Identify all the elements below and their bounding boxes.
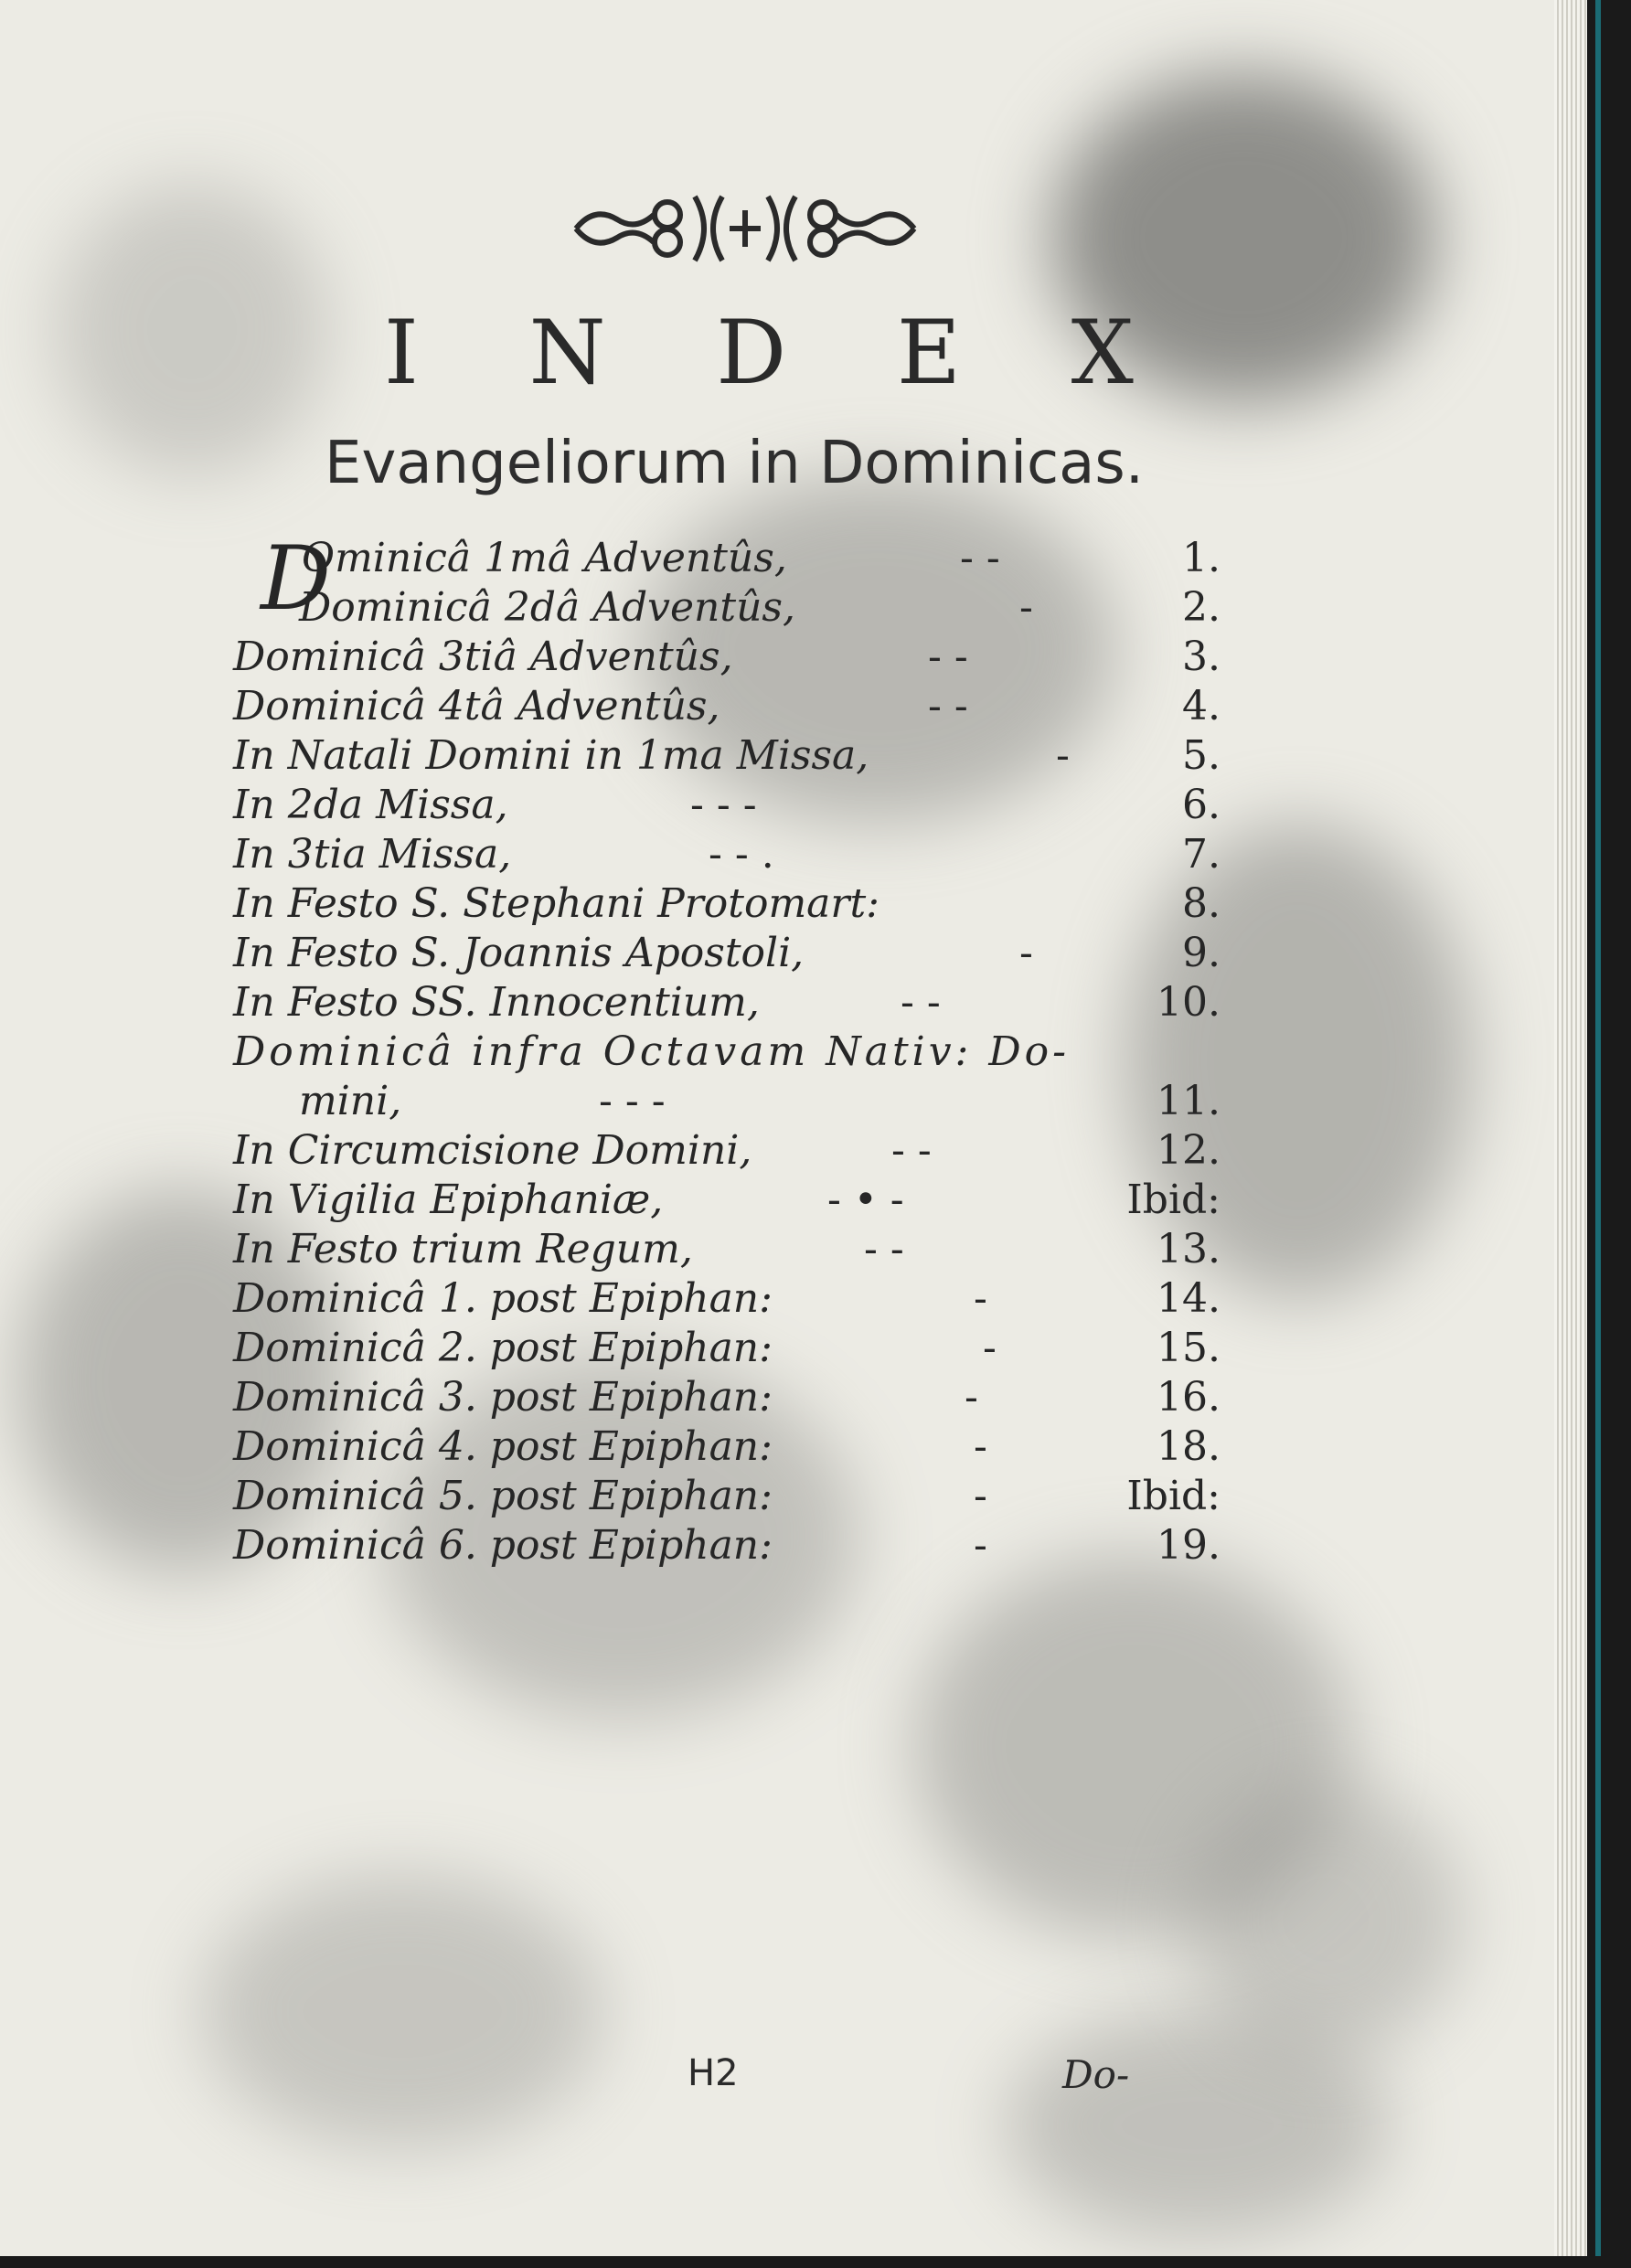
entry-leader: -	[1019, 930, 1033, 976]
entry-page-number: 4.	[1182, 683, 1221, 729]
entry-title: In Festo S. Joannis Apostoli,	[233, 930, 805, 976]
entry-leader: -	[974, 1522, 987, 1569]
entry-leader: - -	[928, 634, 968, 680]
entry-title: In 2da Missa,	[233, 782, 508, 828]
entry-page-number: 8.	[1182, 880, 1221, 927]
entry-page-number: 10.	[1157, 979, 1221, 1026]
title-letter: E	[896, 302, 961, 404]
index-entry	[233, 1226, 1221, 1275]
entry-title: Dominicâ 3. post Epiphan:	[233, 1374, 773, 1421]
entry-page-number: 11.	[1157, 1078, 1221, 1124]
title-letter: I	[384, 302, 419, 404]
entry-leader: -	[1019, 584, 1033, 631]
entry-page-number: 15.	[1157, 1325, 1221, 1371]
entry-page-number: 5.	[1182, 732, 1221, 779]
index-entry	[233, 1473, 1221, 1522]
paper-stain	[201, 1874, 603, 2148]
index-entry	[233, 930, 1221, 979]
entry-leader: - - .	[709, 831, 774, 878]
entry-title: Dominicâ 2dâ Adventûs,	[299, 584, 795, 631]
entry-title: Dominicâ 3tiâ Adventûs,	[233, 634, 733, 680]
index-entry	[233, 1423, 1221, 1473]
entry-title: In Festo S. Stephani Protomart:	[233, 880, 879, 927]
title-letter: D	[716, 302, 787, 404]
entry-leader: -	[983, 1325, 997, 1371]
entry-leader: -	[974, 1423, 987, 1470]
book-edge-line	[1595, 0, 1601, 2256]
paper-stain	[55, 183, 329, 475]
title-letter: X	[1071, 302, 1134, 404]
signature-mark: H2	[688, 2052, 739, 2094]
entry-page-number: 7.	[1182, 831, 1221, 878]
index-entry	[233, 1028, 1221, 1078]
entry-page-number: 3.	[1182, 634, 1221, 680]
entry-leader: -	[1056, 732, 1070, 779]
entry-title: In Vigilia Epiphaniæ,	[233, 1177, 664, 1223]
entry-leader: - -	[960, 535, 1000, 581]
catchword: Do-	[1062, 2052, 1130, 2097]
paper-stain	[1189, 1783, 1463, 2057]
entry-page-number: Ibid:	[1126, 1473, 1221, 1519]
entry-leader: - -	[891, 1127, 932, 1174]
page-subtitle: Evangeliorum in Dominicas.	[325, 430, 1145, 497]
entry-leader: - -	[928, 683, 968, 729]
index-entry	[233, 1177, 1221, 1226]
index-entry	[233, 979, 1221, 1028]
index-entry	[233, 1127, 1221, 1177]
page-stack-edge	[1554, 0, 1587, 2256]
entry-page-number: 16.	[1157, 1374, 1221, 1421]
entry-leader: -	[974, 1473, 987, 1519]
entry-page-number: 18.	[1157, 1423, 1221, 1470]
entry-page-number: 19.	[1157, 1522, 1221, 1569]
entry-title: Dominicâ 6. post Epiphan:	[233, 1522, 773, 1569]
entry-leader: - - -	[690, 782, 757, 828]
entry-title: In Festo SS. Innocentium,	[233, 979, 760, 1026]
index-entry	[233, 634, 1221, 683]
entry-title: Dominicâ 4. post Epiphan:	[233, 1423, 773, 1470]
index-entry	[233, 1275, 1221, 1325]
index-entry	[233, 880, 1221, 930]
entry-page-number: 6.	[1182, 782, 1221, 828]
entry-title: In Festo trium Regum,	[233, 1226, 693, 1272]
ornamental-headpiece-icon	[567, 187, 923, 270]
index-entry	[283, 535, 1221, 584]
index-entry	[233, 1325, 1221, 1374]
index-entry	[233, 1522, 1221, 1571]
entry-page-number: 12.	[1157, 1127, 1221, 1174]
title-letter: N	[528, 302, 606, 404]
entry-page-number: Ibid:	[1126, 1177, 1221, 1223]
entry-leader: -	[974, 1275, 987, 1322]
entry-title: Dominicâ 5. post Epiphan:	[233, 1473, 773, 1519]
entry-title: mini,	[299, 1078, 402, 1124]
entry-page-number: 14.	[1157, 1275, 1221, 1322]
entry-title: Dominicâ 4tâ Adventûs,	[233, 683, 720, 729]
index-entry	[233, 732, 1221, 782]
entry-title: Dominicâ 1. post Epiphan:	[233, 1275, 773, 1322]
index-entry	[233, 683, 1221, 732]
entry-leader: - -	[901, 979, 941, 1026]
entry-title: Dominicâ 2. post Epiphan:	[233, 1325, 773, 1371]
entry-page-number: 9.	[1182, 930, 1221, 976]
entry-page-number: 2.	[1182, 584, 1221, 631]
entry-title: In Natali Domini in 1ma Missa,	[233, 732, 869, 779]
entry-leader: - - -	[599, 1078, 666, 1124]
entry-page-number: 13.	[1157, 1226, 1221, 1272]
index-list	[233, 527, 1221, 1571]
entry-leader: -	[965, 1374, 978, 1421]
entry-title: Dominicâ infra Octavam Nativ: Do-	[233, 1028, 1070, 1075]
entry-leader: - -	[864, 1226, 904, 1272]
index-entry	[233, 584, 1221, 634]
entry-leader: - • -	[827, 1177, 904, 1223]
page-title	[384, 302, 1134, 404]
index-entry	[233, 1374, 1221, 1423]
index-entry	[233, 1078, 1221, 1127]
entry-title: Ominicâ 1mâ Adventûs,	[302, 535, 787, 581]
entry-title: In 3tia Missa,	[233, 831, 512, 878]
index-entry	[233, 782, 1221, 831]
drop-capital: D	[261, 527, 331, 630]
entry-title: In Circumcisione Domini,	[233, 1127, 752, 1174]
index-entry	[233, 831, 1221, 880]
entry-page-number: 1.	[1182, 535, 1221, 581]
